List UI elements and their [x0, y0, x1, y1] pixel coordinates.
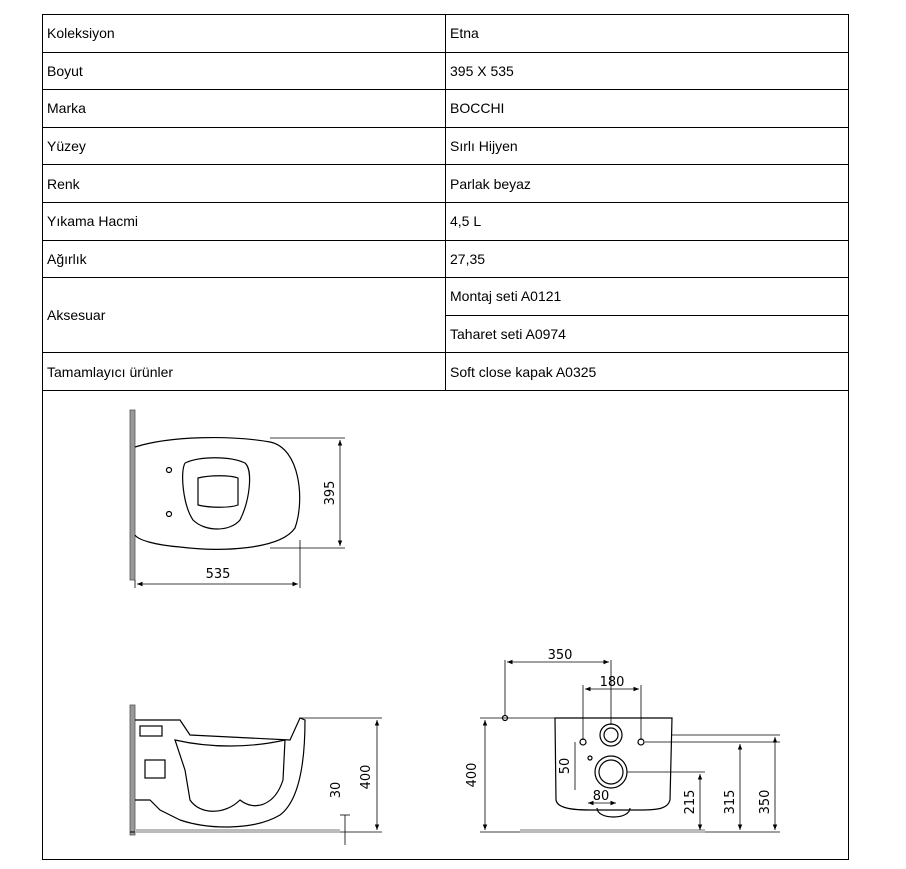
spec-label: Marka	[43, 90, 446, 128]
spec-label: Yüzey	[43, 127, 446, 165]
bowl-outline	[135, 438, 300, 550]
side-inner-outline	[175, 740, 285, 811]
dim-offset: 350	[547, 648, 573, 663]
flush-inlet	[600, 724, 622, 746]
spec-label: Tamamlayıcı ürünler	[43, 353, 446, 391]
dim-350: 350	[758, 789, 773, 815]
spec-value: Montaj seti A0121	[446, 278, 849, 316]
wall-section	[130, 705, 135, 835]
spec-label: Koleksiyon	[43, 15, 446, 53]
spec-value: Sırlı Hijyen	[446, 127, 849, 165]
flush-pipe	[140, 726, 162, 736]
flush-inlet-inner	[604, 728, 618, 742]
dim-gap: 30	[329, 781, 344, 799]
spec-value: Taharet seti A0974	[446, 315, 849, 353]
spec-value: Parlak beyaz	[446, 165, 849, 203]
spec-row-flush-volume	[43, 202, 849, 240]
mounting-hole	[588, 756, 592, 760]
mounting-hole	[167, 468, 172, 473]
spec-value: BOCCHI	[446, 90, 849, 128]
rear-outlet	[597, 808, 630, 817]
spec-label: Renk	[43, 165, 446, 203]
bowl-inner-outline	[183, 458, 250, 529]
spec-row-complementary	[43, 353, 849, 391]
technical-drawing	[43, 402, 848, 859]
spec-row-color	[43, 165, 849, 203]
spec-table	[42, 14, 849, 391]
dim-height: 400	[359, 764, 374, 790]
spec-value: Etna	[446, 15, 849, 53]
waste-outlet-inner	[599, 760, 623, 784]
spec-row-weight	[43, 240, 849, 278]
dim-height: 400	[465, 762, 480, 788]
dim-spacing-80: 80	[592, 789, 610, 804]
dim-width: 535	[205, 567, 231, 582]
bowl-opening	[198, 476, 238, 508]
side-view-drawing	[130, 705, 382, 845]
spec-label: Yıkama Hacmi	[43, 202, 446, 240]
waste-outlet	[595, 756, 627, 788]
waste-pipe	[145, 760, 165, 778]
floor-line	[135, 829, 340, 833]
spec-row-size	[43, 52, 849, 90]
top-view-drawing	[130, 410, 345, 588]
spec-row-surface	[43, 127, 849, 165]
spec-value: 27,35	[446, 240, 849, 278]
mounting-hole	[167, 512, 172, 517]
spec-label: Ağırlık	[43, 240, 446, 278]
spec-label: Aksesuar	[43, 278, 446, 353]
rear-view-drawing	[465, 648, 780, 833]
spec-row-brand	[43, 90, 849, 128]
wall-section	[130, 410, 135, 580]
dim-spacing-50: 50	[558, 757, 573, 775]
dim-bolt-spacing: 180	[599, 675, 625, 690]
spec-row-accessory-1	[43, 278, 849, 316]
spec-value: Soft close kapak A0325	[446, 353, 849, 391]
floor-line	[520, 829, 705, 833]
spec-value: 4,5 L	[446, 202, 849, 240]
dim-215: 215	[683, 789, 698, 815]
spec-value: 395 X 535	[446, 52, 849, 90]
spec-label: Boyut	[43, 52, 446, 90]
dim-315: 315	[723, 789, 738, 815]
spec-row-collection	[43, 15, 849, 53]
dim-depth: 395	[323, 480, 338, 506]
